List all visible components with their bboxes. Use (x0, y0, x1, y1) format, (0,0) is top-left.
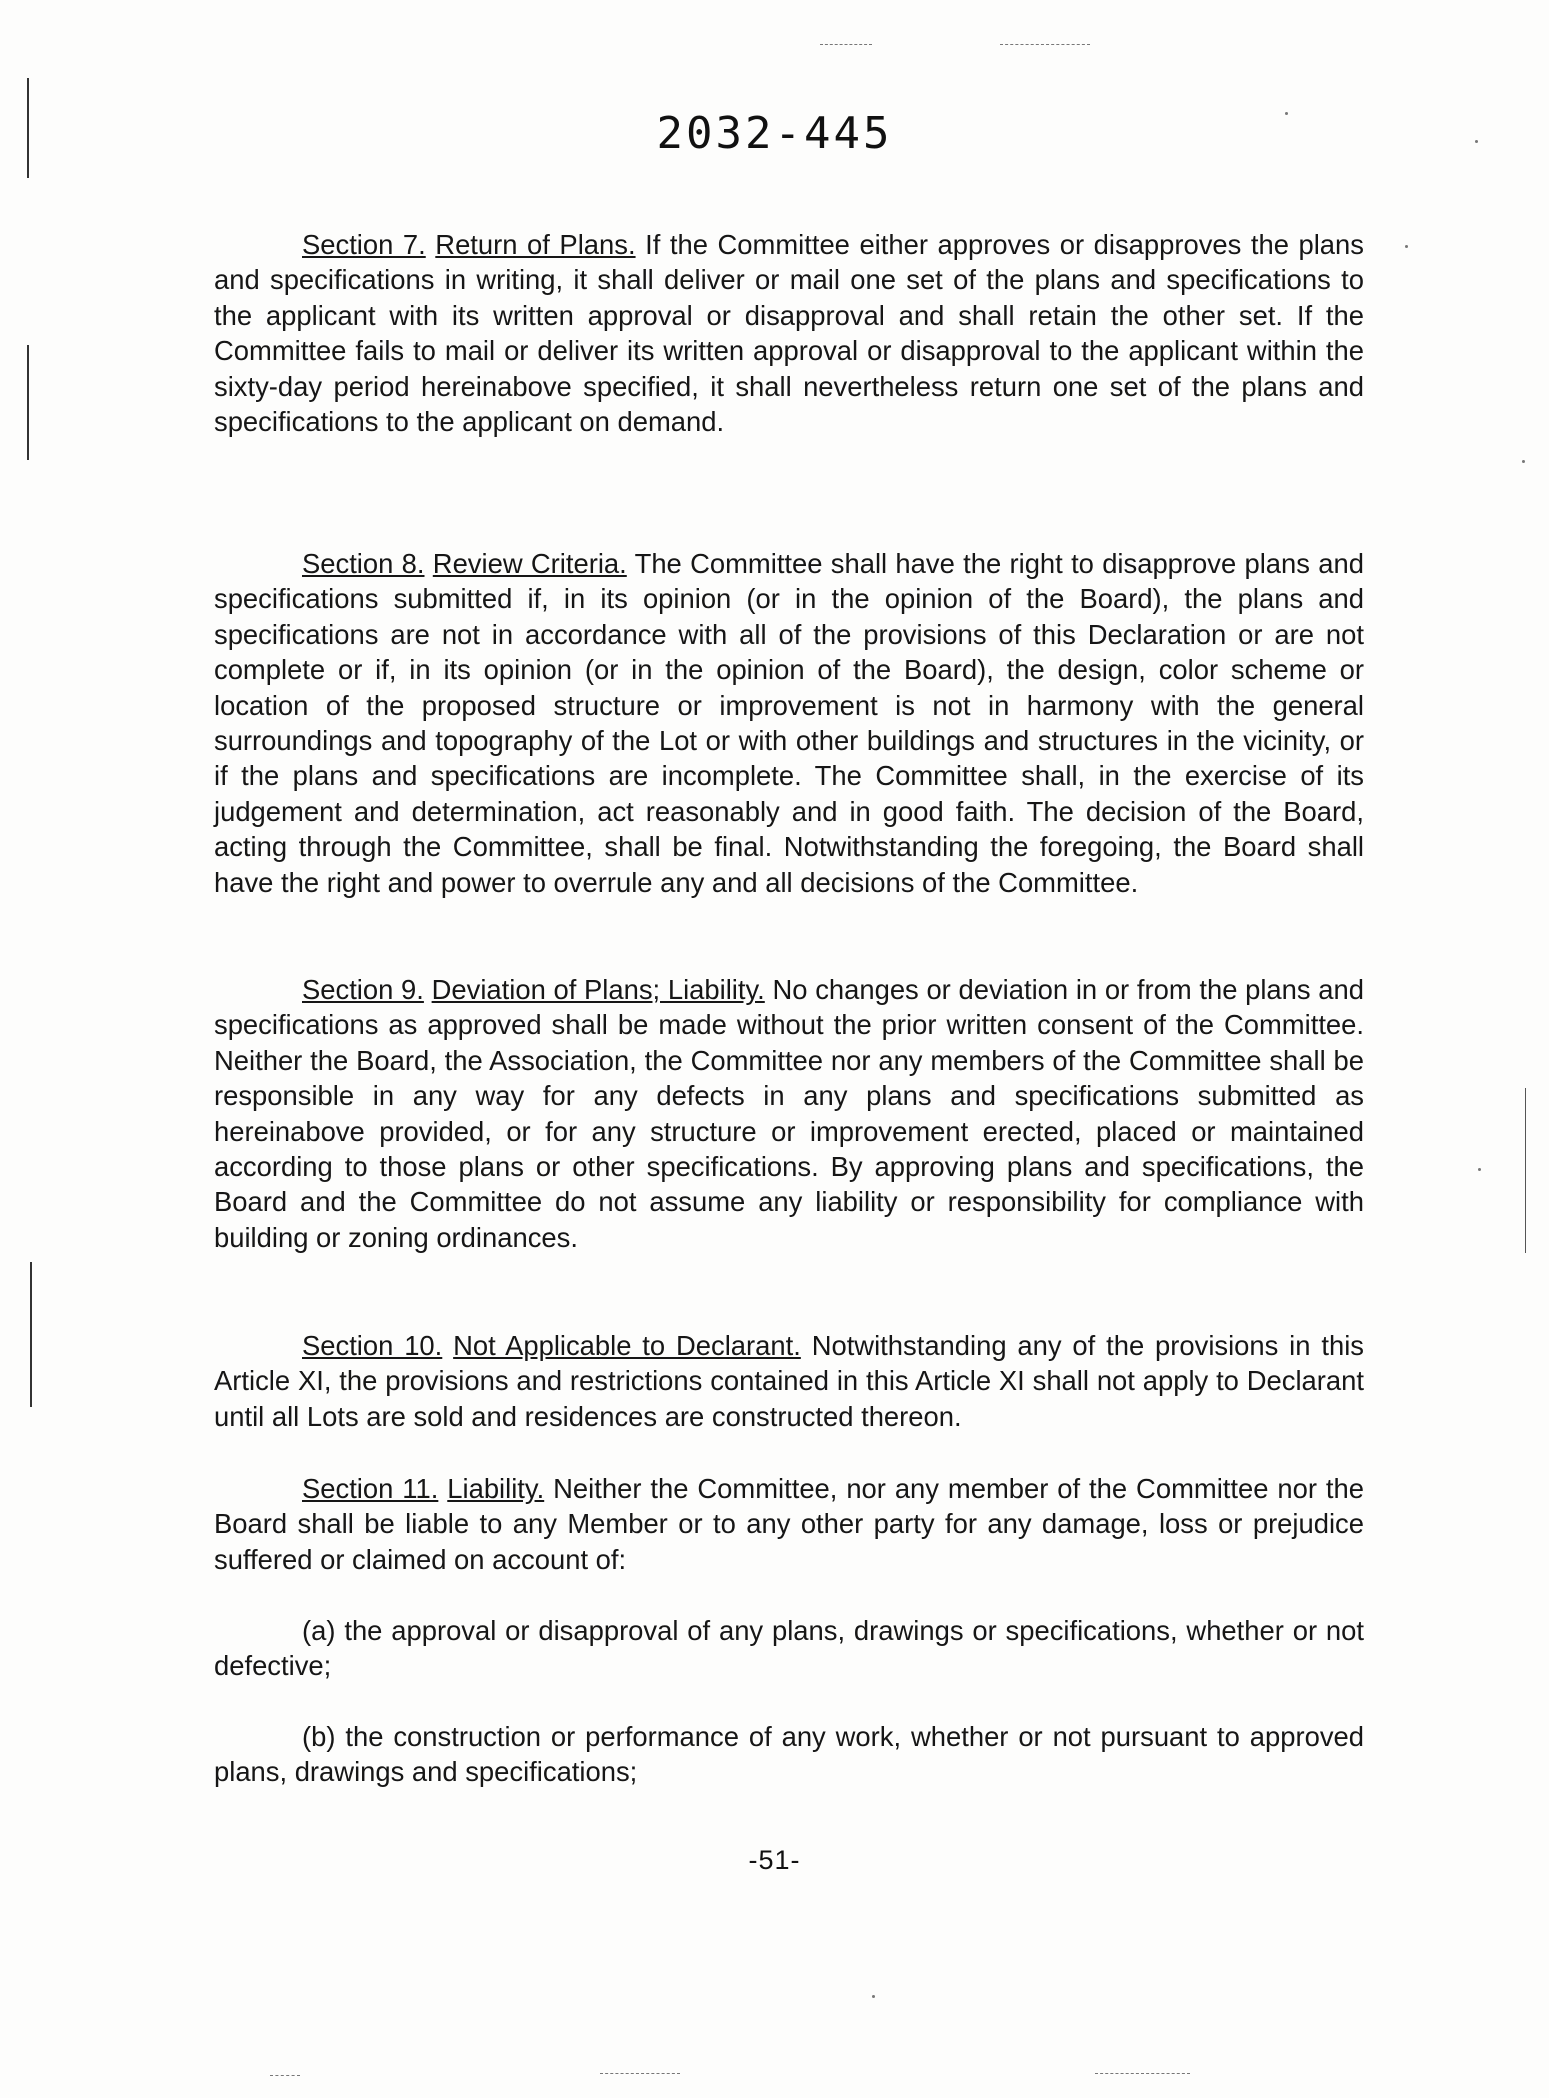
section-title: Review Criteria. (432, 548, 627, 579)
scan-top-dash (820, 44, 872, 46)
section-paragraph (214, 227, 1364, 439)
section-text: Neither the Committee, nor any member of the Committee nor the Board shall be liable to any Member or to any other party for any damage, loss or prejudice suffered or claimed on account of: (214, 1473, 1364, 1575)
section-title: Deviation of Plans; Liability. (431, 974, 765, 1005)
list-item-label: (b) (302, 1721, 336, 1752)
list-item-a (214, 1613, 1364, 1684)
book-page-number: 2032-445 (656, 108, 893, 159)
scan-speck (1522, 460, 1525, 463)
section-10 (214, 1328, 1364, 1434)
section-ref: Section 9. (302, 974, 424, 1005)
scan-margin-line (27, 345, 29, 460)
section-ref: Section 10. (302, 1330, 443, 1361)
scan-margin-line (1525, 1088, 1526, 1253)
section-title: Not Applicable to Declarant. (453, 1330, 801, 1361)
section-text: The Committee shall have the right to disapprove plans and specifications submitted if, in its opinion (or in the opinion of the Board), the plans and specifications are not in accordance with all of the provisions of this Declaration or are not complete or if, in its opinion (or in the opinion of the Board), the design, color scheme or location of the proposed structure or improvement is not in harmony with the general surroundings and topography of the Lot or with other buildings and structures in the vicinity, or if the plans and specifications are incomplete. The Committee shall, in the exercise of its judgement and determination, act reasonably and in good faith. The decision of the Board, acting through the Committee, shall be final. Notwithstanding the foregoing, the Board shall have the right and power to overrule any and all decisions of the Committee. (214, 548, 1364, 898)
scan-bottom-dash (1095, 2073, 1190, 2075)
section-paragraph (214, 1328, 1364, 1434)
list-item-text: the approval or disapproval of any plans, drawings or specifications, whether or not defective; (214, 1615, 1364, 1682)
section-ref: Section 11. (302, 1473, 439, 1504)
section-11 (214, 1471, 1364, 1577)
list-item-b (214, 1719, 1364, 1790)
section-9 (214, 972, 1364, 1255)
section-paragraph (214, 972, 1364, 1255)
scan-speck (1478, 1168, 1481, 1171)
section-7 (214, 227, 1364, 439)
section-title: Return of Plans. (435, 229, 636, 260)
section-paragraph (214, 546, 1364, 900)
section-8 (214, 546, 1364, 900)
list-item (214, 1613, 1364, 1684)
section-ref: Section 7. (302, 229, 426, 260)
list-item-label: (a) (302, 1615, 336, 1646)
section-title: Liability. (447, 1473, 545, 1504)
scan-bottom-dash (270, 2075, 300, 2077)
section-text: No changes or deviation in or from the plans and specifications as approved shall be made without the prior written consent of the Committee. Neither the Board, the Association, the Committee nor any members of the Committee shall be responsible in any way for any defects in any plans and specifications submitted as hereinabove provided, or for any structure or improvement erected, placed or maintained according to those plans or other specifications. By approving plans and specifications, the Board and the Committee do not assume any liability or responsibility for compliance with building or zoning ordinances. (214, 974, 1364, 1253)
page-number: -51- (748, 1845, 801, 1875)
scan-speck (1405, 245, 1408, 248)
section-text: If the Committee either approves or disapproves the plans and specifications in writing, it shall deliver or mail one set of the plans and specifications to the applicant with its written approval or disapproval and shall retain the other set. If the Committee fails to mail or deliver its written approval or disapproval to the applicant within the sixty-day period hereinabove specified, it shall nevertheless return one set of the plans and specifications to the applicant on demand. (214, 229, 1364, 438)
scan-bottom-dash (600, 2073, 680, 2075)
section-text: Notwithstanding any of the provisions in this Article XI, the provisions and restrictions contained in this Article XI shall not apply to Declarant until all Lots are sold and residences are constructed thereon. (214, 1330, 1364, 1432)
scan-speck (872, 1995, 875, 1998)
list-item (214, 1719, 1364, 1790)
scan-top-dash (1000, 44, 1090, 46)
list-item-text: the construction or performance of any work, whether or not pursuant to approved plans, drawings and specifications; (214, 1721, 1364, 1788)
section-ref: Section 8. (302, 548, 425, 579)
section-paragraph (214, 1471, 1364, 1577)
scan-margin-line (30, 1262, 32, 1407)
